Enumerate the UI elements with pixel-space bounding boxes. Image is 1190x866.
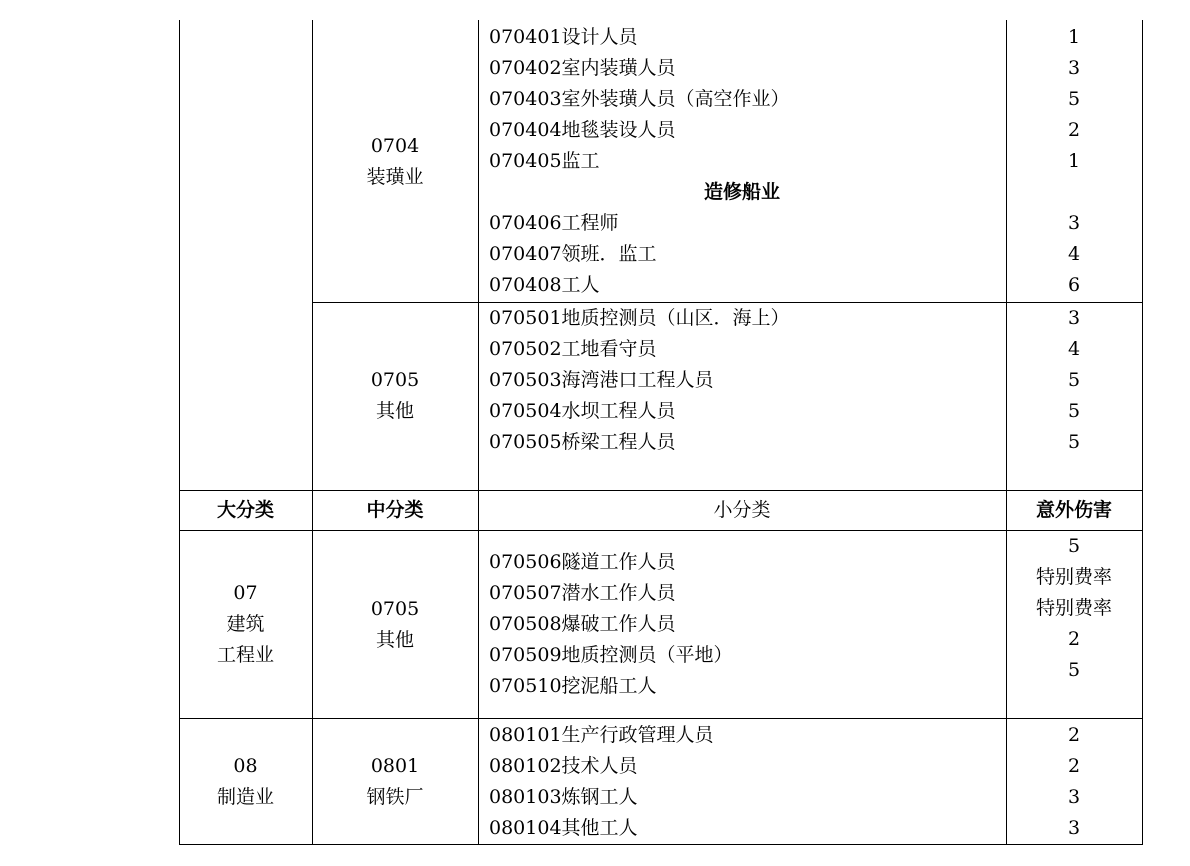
- subheading-shipbuilding: 造修船业: [703, 181, 780, 203]
- major-category-name: 制造业: [216, 786, 274, 808]
- table-bottom-rule: [179, 844, 1143, 845]
- list-item: 070404地毯装设人员: [489, 119, 676, 141]
- table-border-left: [179, 20, 180, 845]
- major-category-name-line2: 工程业: [216, 644, 274, 666]
- column-header-minor: 小分类: [713, 499, 771, 521]
- rate-value: 1: [1067, 26, 1081, 48]
- rate-value: 2: [1067, 119, 1081, 141]
- list-item: 070508爆破工作人员: [489, 613, 676, 635]
- rate-value: 6: [1067, 274, 1081, 296]
- header-bottom-rule: [179, 530, 1143, 531]
- list-item: 070505桥梁工程人员: [489, 431, 676, 453]
- mid-category-0705: [312, 365, 478, 427]
- list-item: 070503海湾港口工程人员: [489, 369, 714, 391]
- rate-value: 3: [1067, 57, 1081, 79]
- mid-category-code: 0705: [370, 369, 420, 391]
- mid-category-0801: [312, 751, 478, 813]
- column-header-mid: 中分类: [366, 499, 424, 521]
- list-item: 070405监工: [489, 150, 600, 172]
- mid-category-code: 0705: [370, 598, 420, 620]
- row-divider-07-08: [179, 718, 1143, 719]
- rate-value: 4: [1067, 338, 1081, 360]
- list-item: 070509地质控测员（平地）: [489, 644, 733, 666]
- rate-value: 5: [1067, 88, 1081, 110]
- major-category-08: [179, 751, 312, 813]
- major-category-07: [179, 578, 312, 671]
- list-item: 070407领班．监工: [489, 243, 657, 265]
- list-item: 070406工程师: [489, 212, 619, 234]
- rate-value: 5: [1067, 535, 1081, 557]
- column-header-major: 大分类: [216, 499, 274, 521]
- rate-value: 特别费率: [1035, 566, 1112, 588]
- header-top-rule: [179, 490, 1143, 491]
- mid-category-code: 0801: [370, 755, 420, 777]
- rate-value: 特别费率: [1035, 597, 1112, 619]
- list-item: 080103炼钢工人: [489, 786, 638, 808]
- rate-value: 3: [1067, 817, 1081, 839]
- list-item: 070504水坝工程人员: [489, 400, 676, 422]
- column-divider-mid: [478, 20, 479, 845]
- rate-value: 2: [1067, 724, 1081, 746]
- list-item: 070401设计人员: [489, 26, 638, 48]
- rate-value: 5: [1067, 400, 1081, 422]
- list-item: 080101生产行政管理人员: [489, 724, 714, 746]
- list-item: 080102技术人员: [489, 755, 638, 777]
- list-item: 070507潜水工作人员: [489, 582, 676, 604]
- mid-category-code: 0704: [370, 135, 420, 157]
- mid-category-0704: [312, 131, 478, 193]
- rate-value: 5: [1067, 659, 1081, 681]
- mid-category-name: 其他: [375, 400, 414, 422]
- rate-value: 2: [1067, 755, 1081, 777]
- list-item: 070501地质控测员（山区．海上）: [489, 307, 790, 329]
- mid-category-name: 装璜业: [366, 166, 424, 188]
- list-item: 070402室内装璜人员: [489, 57, 676, 79]
- mid-category-name: 其他: [375, 629, 414, 651]
- mid-category-name: 钢铁厂: [366, 786, 424, 808]
- list-item: 070502工地看守员: [489, 338, 657, 360]
- list-item: 080104其他工人: [489, 817, 638, 839]
- major-category-name-line1: 建筑: [226, 613, 265, 635]
- rate-value: 4: [1067, 243, 1081, 265]
- major-category-code: 07: [233, 582, 258, 604]
- major-category-code: 08: [233, 755, 258, 777]
- rate-value: 3: [1067, 212, 1081, 234]
- rate-value: 3: [1067, 786, 1081, 808]
- list-item: 070408工人: [489, 274, 600, 296]
- list-item: 070506隧道工作人员: [489, 551, 676, 573]
- mid-category-0705-cont: [312, 594, 478, 656]
- rate-value: 2: [1067, 628, 1081, 650]
- rate-value: 1: [1067, 150, 1081, 172]
- rate-value: 5: [1067, 369, 1081, 391]
- rate-value: 3: [1067, 307, 1081, 329]
- column-header-accident: 意外伤害: [1035, 499, 1112, 521]
- list-item: 070510挖泥船工人: [489, 675, 657, 697]
- rate-value: 5: [1067, 431, 1081, 453]
- list-item: 070403室外装璜人员（高空作业）: [489, 88, 790, 110]
- table-border-right: [1142, 20, 1143, 845]
